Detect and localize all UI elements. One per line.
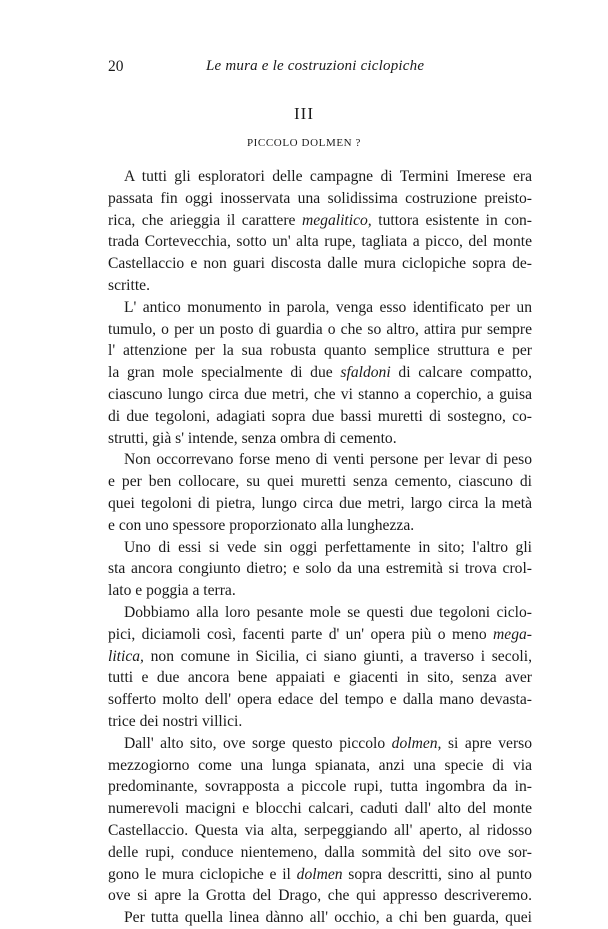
text-line: quei tegoloni di pietra, lungo circa due metri, largo circa la metà	[108, 494, 532, 512]
italic-term: dolmen,	[391, 734, 442, 752]
text-line: Dobbiamo alla loro pesante mole se questi due tegoloni ciclo-	[124, 603, 532, 621]
running-title: Le mura e le costruzioni ciclopiche	[206, 58, 425, 74]
text-line: l' attenzione per la sua robusta quanto semplice struttura e per	[108, 342, 532, 360]
page-number: 20	[108, 58, 124, 75]
chapter-number: III	[294, 104, 314, 123]
text-line: Uno di essi si vede sin oggi perfettamente in sito; l'altro gli	[124, 538, 532, 556]
italic-term: mega-	[493, 625, 532, 643]
italic-term: megalitico,	[301, 211, 372, 229]
italic-term: dolmen	[296, 865, 343, 883]
text-line: rica, che arieggia il carattere megalitico, tuttora esistente in con-	[108, 211, 532, 229]
italic-term: sfaldoni	[340, 364, 391, 382]
text-line: delle rupi, conduce nientemeno, dalla sommità del sito ove sor-	[108, 843, 532, 861]
text-line: litica, non comune in Sicilia, ci siano giunti, a traverso i secoli,	[108, 647, 532, 665]
text-line: sofferto molto dell' opera edace del tempo e dalla mano devasta-	[108, 691, 532, 709]
italic-term: litica,	[108, 647, 144, 665]
text-line: ove si apre la Grotta del Drago, che qui appresso descriveremo.	[108, 887, 532, 905]
text-line: A tutti gli esploratori delle campagne di Termini Imerese era	[124, 168, 532, 185]
text-line: tutti e due ancora bene appaiati e giacenti in sito, senza aver	[108, 669, 532, 687]
text-line: e con uno spessore proporzionato alla lunghezza.	[108, 516, 415, 534]
text-line: tumulo, o per un posto di guardia o che so altro, attira pur sempre	[108, 320, 532, 338]
text-line: lato e poggia a terra.	[108, 582, 236, 600]
text-line: Non occorrevano forse meno di venti persone per levar di peso	[124, 451, 532, 469]
text-line: scritte.	[108, 276, 150, 294]
text-line: passata fin oggi inosservata una solidissima costruzione preisto-	[108, 189, 532, 207]
text-line: ciascuno lungo circa due metri, che vi stanno a coperchio, a guisa	[108, 385, 532, 403]
text-line: Castellaccio e non guari discosta dalle mura ciclopiche sopra de-	[108, 255, 532, 273]
text-line: sta ancora congiunto dietro; e solo da una estremità si trova crol-	[108, 560, 532, 578]
page-header	[108, 58, 532, 78]
text-line: Castellaccio. Questa via alta, serpeggiando all' aperto, al ridosso	[108, 821, 532, 839]
text-line: di due tegoloni, adagiati sopra due bassi muretti di sostegno, co-	[108, 407, 532, 425]
text-line: mezzogiorno come una lunga spianata, anzi una specie di via	[108, 756, 532, 774]
text-line: numerevoli macigni e blocchi calcari, caduti dall' alto del monte	[108, 800, 532, 818]
text-line: trice dei nostri villici.	[108, 712, 243, 730]
text-line: Dall' alto sito, ove sorge questo piccolo dolmen, si apre verso	[124, 734, 532, 752]
text-line: predominante, sovrapposta a piccole rupi, tutta ingombra da in-	[108, 778, 532, 796]
text-line: L' antico monumento in parola, venga esso identificato per un	[124, 298, 532, 316]
section-title: PICCOLO DOLMEN ?	[246, 137, 362, 149]
text-line: strutti, già s' intende, senza ombra di cemento.	[108, 429, 397, 447]
text-line: e per ben collocare, su quei muretti senza cemento, ciascuno di	[108, 473, 532, 491]
text-line: gono le mura ciclopiche e il dolmen sopra descritti, sino al punto	[108, 865, 532, 883]
text-line: pici, diciamoli così, facenti parte d' un' opera più o meno mega-	[108, 625, 532, 643]
body-text	[108, 166, 532, 929]
text-line: trada Cortevecchia, sotto un' alta rupe, tagliata a picco, del monte	[108, 233, 532, 251]
text-line: la gran mole specialmente di due sfaldoni di calcare compatto,	[108, 364, 532, 382]
text-line: Per tutta quella linea dànno all' occhio, a chi ben guarda, quei	[124, 909, 532, 927]
